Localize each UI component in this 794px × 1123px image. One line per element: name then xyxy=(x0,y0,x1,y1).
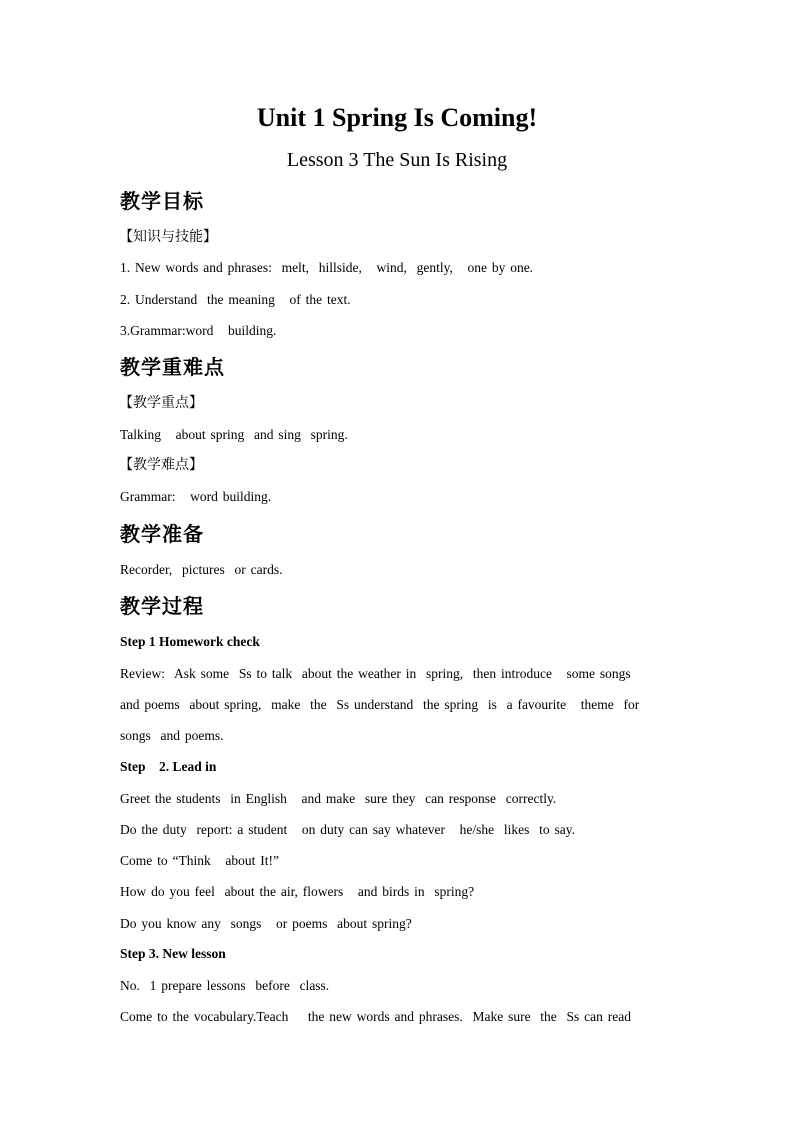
step-2-line: How do you feel about the air, flowers and birds in spring? xyxy=(120,884,475,899)
objective-line: 2. Understand the meaning of the text. xyxy=(120,292,351,307)
step-2-line: Do the duty report: a student on duty can say whatever he/she likes to say. xyxy=(120,822,576,837)
step-1-line: songs and poems. xyxy=(120,728,224,743)
difficult-point-subheading: 【教学难点】 xyxy=(119,457,203,473)
step-2-line: Greet the students in English and make sure they can response correctly. xyxy=(120,791,557,806)
step-2-line: Come to “Think about It!” xyxy=(120,853,279,868)
process-heading: 教学过程 xyxy=(120,594,204,618)
step-1-title: Step 1 Homework check xyxy=(120,634,260,649)
step-1-line: and poems about spring, make the Ss understand the spring is a favourite theme for xyxy=(120,697,640,712)
step-2-line: Do you know any songs or poems about spring? xyxy=(120,916,412,931)
step-2-title: Step 2. Lead in xyxy=(120,759,217,774)
key-point-line: Talking about spring and sing spring. xyxy=(120,427,348,442)
step-3-line: No. 1 prepare lessons before class. xyxy=(120,978,330,993)
preparation-line: Recorder, pictures or cards. xyxy=(120,562,283,577)
lesson-subtitle: Lesson 3 The Sun Is Rising xyxy=(286,149,508,171)
objective-line: 1. New words and phrases: melt, hillside, wind, gently, one by one. xyxy=(120,260,534,275)
preparation-heading: 教学准备 xyxy=(120,522,204,546)
objectives-heading: 教学目标 xyxy=(120,189,204,213)
step-3-title: Step 3. New lesson xyxy=(120,946,226,961)
difficult-point-line: Grammar: word building. xyxy=(120,489,272,504)
step-1-line: Review: Ask some Ss to talk about the weather in spring, then introduce some songs xyxy=(120,666,631,681)
step-3-line: Come to the vocabulary.Teach the new words and phrases. Make sure the Ss can read xyxy=(120,1009,632,1024)
objective-line: 3.Grammar:word building. xyxy=(120,323,277,338)
document-title: Unit 1 Spring Is Coming! xyxy=(256,103,538,132)
key-point-subheading: 【教学重点】 xyxy=(119,395,203,411)
key-points-heading: 教学重难点 xyxy=(120,355,225,379)
knowledge-skills-subheading: 【知识与技能】 xyxy=(119,229,217,245)
